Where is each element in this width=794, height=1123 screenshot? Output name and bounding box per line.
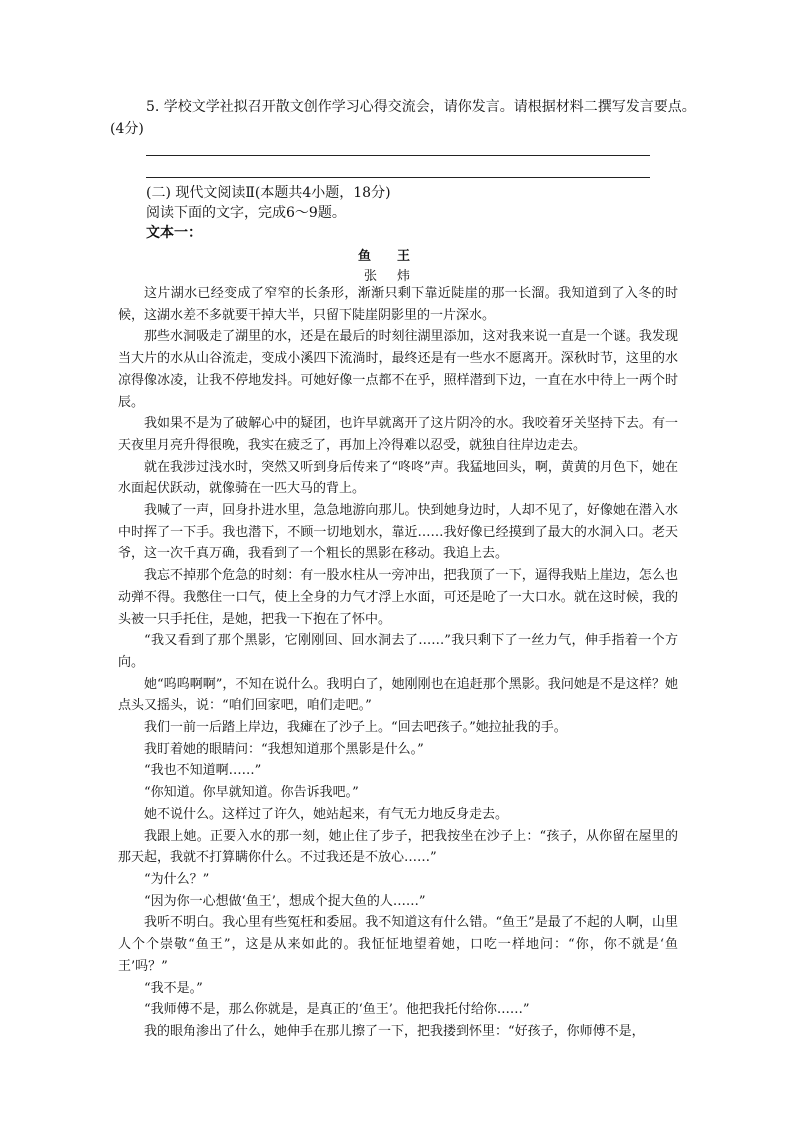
paragraph: 这片湖水已经变成了窄窄的长条形，渐渐只剩下靠近陡崖的那一长溜。我知道到了入冬的时候，这湖水差不多就要干掉大半，只留下陡崖阴影里的一片深水。 xyxy=(118,286,678,323)
question-5 xyxy=(110,96,710,140)
paragraph: 我喊了一声，回身扑进水里，急急地游向那儿。快到她身边时，人却不见了，好像她在潜入水中时挥了一下手。我也潜下，不顾一切地划水，靠近……我好像已经摸到了最大的水洞入口。老天爷，这一次千真万确，我看到了一个粗长的黑影在移动。我追上去。 xyxy=(118,503,678,562)
paragraph: “我也不知道啊……” xyxy=(144,763,262,779)
paragraph: 我如果不是为了破解心中的疑团，也许早就离开了这片阴冷的水。我咬着牙关坚持下去。有一天夜里月亮升得很晚，我实在疲乏了，再加上冷得难以忍受，就独自往岸边走去。 xyxy=(118,416,678,453)
paragraph: 就在我涉过浅水时，突然又听到身后传来了“咚咚”声。我猛地回头，啊，黄黄的月色下，她在水面起伏跃动，就像骑在一匹大马的背上。 xyxy=(118,459,678,497)
story-title: 鱼王 xyxy=(357,249,436,264)
paragraph: 我跟上她。正要入水的那一刻，她止住了步子，把我按坐在沙子上：“孩子，从你留在屋里的那天起，我就不打算瞒你什么。不过我还是不放心……” xyxy=(118,828,678,866)
story-author: 张炜 xyxy=(363,269,430,284)
story-body xyxy=(118,283,678,1043)
section-heading: (二) 现代文阅读Ⅱ(本题共4小题，18分) xyxy=(146,185,391,201)
paragraph: 我盯着她的眼睛问：“我想知道那个黑影是什么。” xyxy=(144,741,424,757)
text-label: 文本一： xyxy=(146,225,202,241)
paragraph: “为什么？” xyxy=(144,871,210,887)
question-5-text: 5. 学校文学社拟召开散文创作学习心得交流会，请你发言。请根据材料二撰写发言要点。 xyxy=(146,99,696,115)
paragraph: 我的眼角渗出了什么，她伸手在那儿擦了一下，把我搂到怀里：“好孩子，你师傅不是， xyxy=(144,1023,645,1039)
paragraph: “你知道。你早就知道。你告诉我吧。” xyxy=(144,785,359,801)
paragraph: 我听不明白。我心里有些冤枉和委屈。我不知道这有什么错。“鱼王”是最了不起的人啊，山里人个个崇敬“鱼王”，这是从来如此的。我怔怔地望着她，口吃一样地问：“你，你不就是‘鱼王’吗？” xyxy=(118,915,678,974)
paragraph: 我们一前一后踏上岸边，我瘫在了沙子上。“回去吧孩子。”她拉扯我的手。 xyxy=(144,720,567,736)
answer-line-1[interactable] xyxy=(146,155,650,156)
paragraph: 那些水洞吸走了湖里的水，还是在最后的时刻往湖里添加，这对我来说一直是一个谜。我发现当大片的水从山谷流走，变成小溪四下流淌时，最终还是有一些水不愿离开。深秋时节，这里的水凉得像冰凌，让我不停地发抖。可她好像一点都不在乎，照样潜到下边，一直在水中待上一两个时辰。 xyxy=(118,329,678,410)
paragraph: “我不是。” xyxy=(144,980,203,996)
paragraph: “我师傅不是，那么你就是，是真正的‘鱼王’。他把我托付给你……” xyxy=(144,1002,530,1018)
paragraph: 她“呜呜啊啊”，不知在说什么。我明白了，她刚刚也在追赶那个黑影。我问她是不是这样？她点头又摇头，说：“咱们回家吧，咱们走吧。” xyxy=(118,676,678,714)
question-5-score: (4分) xyxy=(110,121,144,137)
answer-line-2[interactable] xyxy=(146,177,650,178)
paragraph: “我又看到了那个黑影，它刚刚回、回水洞去了……”我只剩下了一丝力气，伸手指着一个方向。 xyxy=(118,633,678,670)
paragraph: “因为你一心想做‘鱼王’，想成个捉大鱼的人……” xyxy=(144,893,426,909)
paragraph: 我忘不掉那个危急的时刻：有一股水柱从一旁冲出，把我顶了一下，逼得我贴上崖边，怎么也动弹不得。我憋住一口气，使上全身的力气才浮上水面，可还是呛了一大口水。就在这时候，我的头被一只手托住，是她，把我一下抱在了怀中。 xyxy=(118,568,678,627)
section-instruction: 阅读下面的文字，完成6～9题。 xyxy=(146,205,346,221)
paragraph: 她不说什么。这样过了许久，她站起来，有气无力地反身走去。 xyxy=(144,806,509,822)
